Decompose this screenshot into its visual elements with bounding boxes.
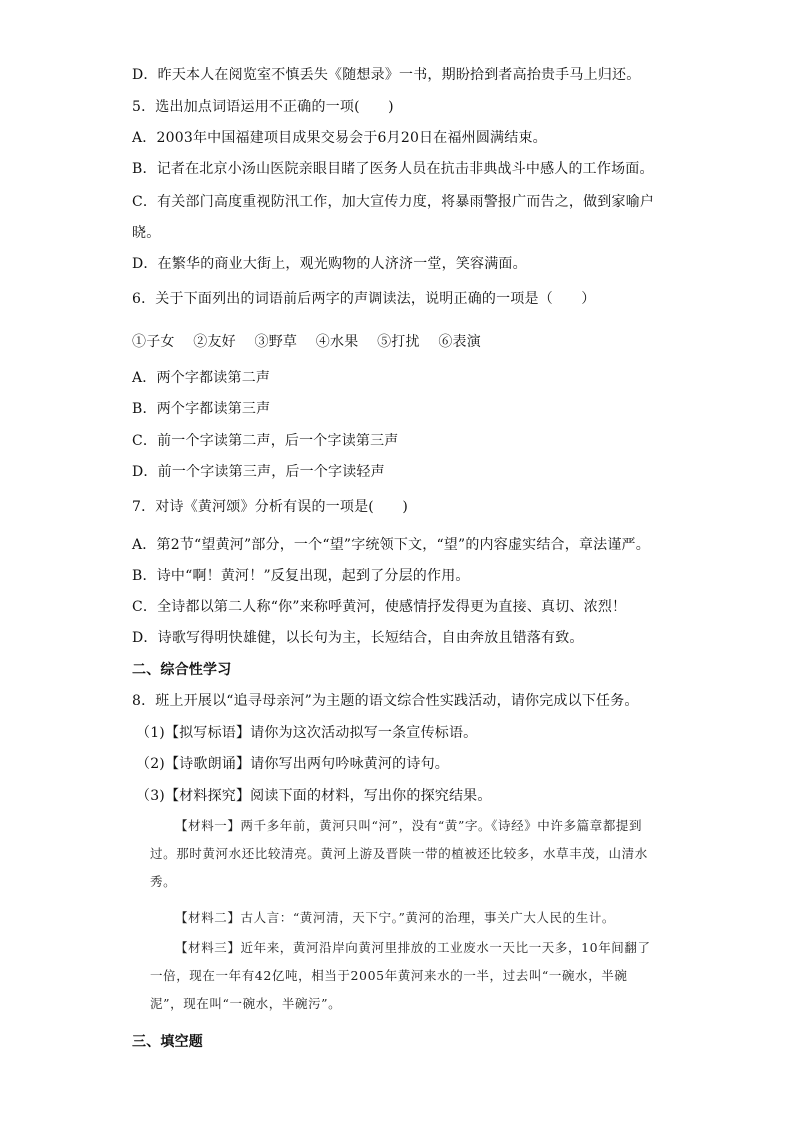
q5-option-c: C．有关部门高度重视防汛工作，加大宣传力度，将暴雨警报广而告之，做到家喻户 <box>132 194 655 210</box>
q6-word-4: ④水果 <box>315 334 359 350</box>
q6-word-1: ①子女 <box>132 334 175 350</box>
q8-stem: 8．班上开展以“追寻母亲河”为主题的语文综合性实践活动，请你完成以下任务。 <box>132 693 639 709</box>
q5-option-c-cont: 晓。 <box>132 225 161 241</box>
section-3-heading: 三、填空题 <box>132 1034 203 1050</box>
q6-option-b: B．两个字都读第三声 <box>132 401 271 417</box>
q7-option-c: C．全诗都以第二人称“你”来称呼黄河，使感情抒发得更为直接、真切、浓烈！ <box>132 599 627 615</box>
q6-word-2: ②友好 <box>193 334 236 350</box>
q6-word-6: ⑥表演 <box>438 334 481 350</box>
q7-option-a: A．第2节“望黄河”部分，一个“望”字统领下文，“望”的内容虚实结合，章法谨严。 <box>132 537 650 553</box>
q7-stem: 7．对诗《黄河颂》分析有误的一项是( ) <box>132 499 409 515</box>
section-2-heading: 二、综合性学习 <box>132 662 232 678</box>
material-2: 【材料二】古人言：“黄河清，天下宁。”黄河的治理，事关广大人民的生计。 <box>175 910 616 925</box>
q5-option-b: B．记者在北京小汤山医院亲眼目睹了医务人员在抗击非典战斗中感人的工作场面。 <box>132 161 654 177</box>
q6-stem: 6．关于下面列出的词语前后两字的声调读法，说明正确的一项是（ ） <box>132 291 596 307</box>
q5-stem: 5．选出加点词语运用不正确的一项( ) <box>132 99 394 115</box>
q6-word-5: ⑤打扰 <box>377 334 420 350</box>
q6-word-list <box>132 333 495 351</box>
q7-option-d: D．诗歌写得明快雄健，以长句为主，长短结合，自由奔放且错落有致。 <box>132 630 584 646</box>
q5-option-d: D．在繁华的商业大街上，观光购物的人济济一堂，笑容满面。 <box>132 256 527 272</box>
q8-task-1: （1)【拟写标语】请你为这次活动拟写一条宣传标语。 <box>136 725 478 741</box>
q8-task-2: （2)【诗歌朗诵】请你写出两句吟咏黄河的诗句。 <box>136 756 449 772</box>
q6-word-3: ③野草 <box>254 334 298 350</box>
q4-option-d: D．昨天本人在阅览室不慎丢失《随想录》一书，期盼拾到者高抬贵手马上归还。 <box>132 67 641 83</box>
q7-option-b: B．诗中“啊！黄河！”反复出现，起到了分层的作用。 <box>132 568 470 584</box>
q8-task-3: （3)【材料探究】阅读下面的材料，写出你的探究结果。 <box>136 788 492 804</box>
q6-option-c: C．前一个字读第二声，后一个字读第三声 <box>132 433 399 449</box>
q6-option-d: D．前一个字读第三声，后一个字读轻声 <box>132 464 385 480</box>
q5-option-a: A．2003年中国福建项目成果交易会于6月20日在福州圆满结束。 <box>132 130 547 146</box>
q6-option-a: A．两个字都读第二声 <box>132 370 271 386</box>
material-1: 【材料一】两千多年前，黄河只叫“河”，没有“黄”字。《诗经》中许多篇章都提到过。那时黄河水还比较清亮。黄河上游及晋陕一带的植被还比较多，水草丰茂，山清水秀。 <box>150 818 648 889</box>
material-3: 【材料三】近年来，黄河沿岸向黄河里排放的工业废水一天比一天多，10年间翻了一倍，现在一年有42亿吨，相当于2005年黄河来水的一半，过去叫“一碗水，半碗泥”，现在叫“一碗水，半碗污”。 <box>150 940 651 1011</box>
